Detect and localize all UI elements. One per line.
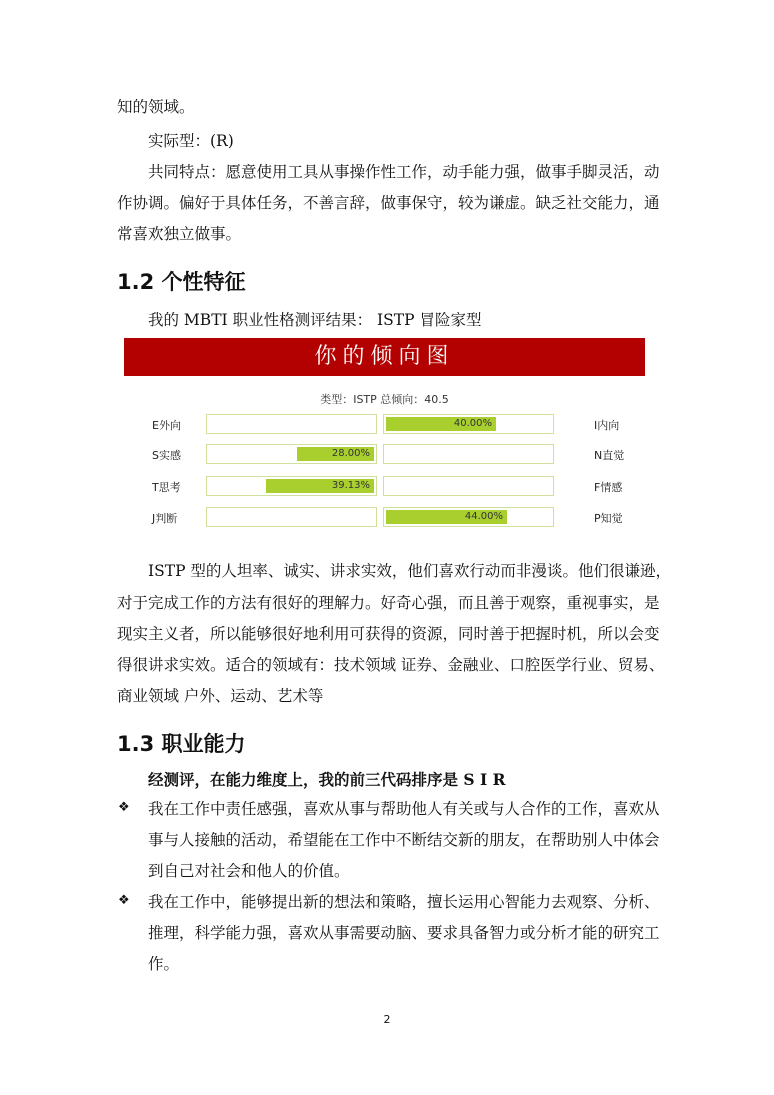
bullet-text-line: 作。 [148, 955, 180, 973]
chart-bar-track [206, 414, 377, 434]
ability-summary: 经测评，在能力维度上，我的前三代码排序是 S I R [148, 770, 506, 789]
body-text-line: 常喜欢独立做事。 [117, 225, 242, 243]
bullet-text-line: 我在工作中，能够提出新的想法和策略，擅长运用心智能力去观察、分析、 [148, 893, 660, 911]
chart-right-label: P知觉 [594, 512, 623, 525]
bullet-diamond-icon: ❖ [118, 800, 130, 815]
body-text-line: 商业领域 户外、运动、艺术等 [117, 687, 324, 705]
page-number: 2 [383, 1013, 391, 1026]
chart-left-label: T思考 [152, 481, 181, 494]
chart-subtitle: 类型：ISTP 总倾向：40.5 [320, 393, 449, 406]
chart-right-label: I内向 [594, 419, 620, 432]
chart-bar: 39.13% [266, 479, 374, 493]
chart-bar-track [206, 444, 377, 464]
chart-title: 你的倾向图 [124, 338, 645, 376]
body-text-line: 实际型：(R) [148, 132, 234, 150]
body-text-line: 作协调。偏好于具体任务，不善言辞，做事保守，较为谦虚。缺乏社交能力，通 [117, 194, 660, 212]
body-text-line: ISTP 型的人坦率、诚实、讲求实效，他们喜欢行动而非漫谈。他们很谦逊， [148, 562, 671, 580]
chart-bar-track [383, 507, 554, 527]
chart-right-label: N直觉 [594, 449, 625, 462]
body-text-line: 对于完成工作的方法有很好的理解力。好奇心强，而且善于观察，重视事实，是 [117, 594, 660, 612]
bullet-text-line: 事与人接触的活动，希望能在工作中不断结交新的朋友，在帮助别人中体会 [148, 831, 660, 849]
section-heading: 1.2 个性特征 [117, 270, 246, 294]
chart-bar-track [383, 414, 554, 434]
chart-bar: 40.00% [386, 417, 496, 431]
chart-left-label: S实感 [152, 449, 181, 462]
chart-bar-track [206, 476, 377, 496]
body-text-line: 共同特点：愿意使用工具从事操作性工作，动手能力强，做事手脚灵活，动 [148, 163, 660, 181]
bullet-text-line: 推理，科学能力强，喜欢从事需要动脑、要求具备智力或分析才能的研究工 [148, 924, 660, 942]
mbti-intro: 我的 MBTI 职业性格测评结果： ISTP 冒险家型 [148, 311, 482, 329]
body-text-line: 现实主义者，所以能够很好地利用可获得的资源，同时善于把握时机，所以会变 [117, 625, 660, 643]
bullet-text-line: 我在工作中责任感强，喜欢从事与帮助他人有关或与人合作的工作，喜欢从 [148, 800, 660, 818]
body-text-line: 得很讲求实效。适合的领域有：技术领域 证券、金融业、口腔医学行业、贸易、 [117, 656, 665, 674]
bullet-text-line: 到自己对社会和他人的价值。 [148, 862, 350, 880]
chart-bar-track [206, 507, 377, 527]
chart-left-label: J判断 [152, 512, 178, 525]
chart-bar-track [383, 444, 554, 464]
chart-bar-track [383, 476, 554, 496]
chart-bar: 28.00% [297, 447, 374, 461]
section-heading: 1.3 职业能力 [117, 732, 246, 756]
body-text-line: 知的领域。 [117, 98, 195, 116]
bullet-diamond-icon: ❖ [118, 893, 130, 908]
chart-left-label: E外向 [152, 419, 181, 432]
chart-right-label: F情感 [594, 481, 623, 494]
chart-bar: 44.00% [386, 510, 507, 524]
